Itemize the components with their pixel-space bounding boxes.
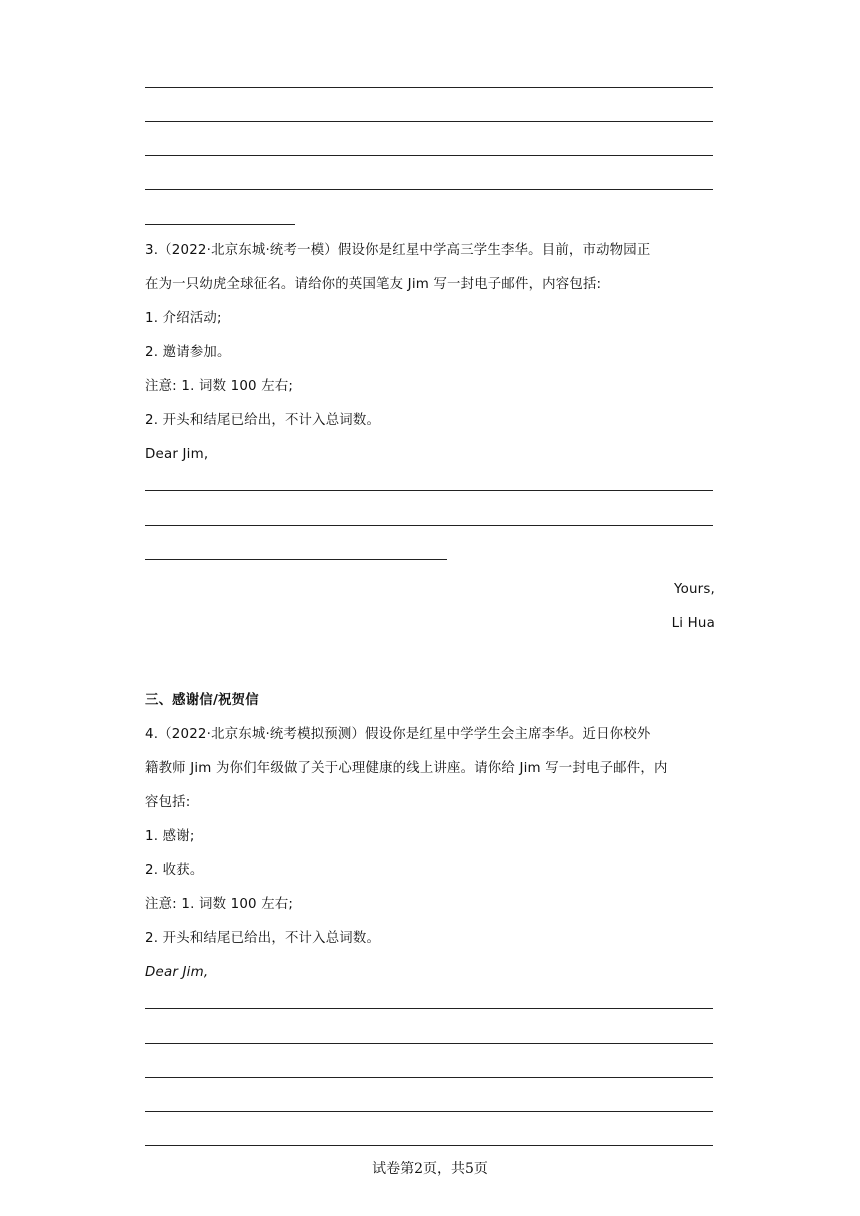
q3-prompt-line1: 3.（2022·北京东城·统考一模）假设你是红星中学高三学生李华。目前，市动物园正 bbox=[145, 243, 651, 258]
answer-line bbox=[145, 189, 713, 190]
q4-item-2: 2. 收获。 bbox=[145, 863, 204, 878]
answer-line bbox=[145, 1111, 713, 1112]
answer-line bbox=[145, 155, 713, 156]
answer-line bbox=[145, 1008, 713, 1009]
q3-signature: Li Hua bbox=[671, 616, 715, 631]
q3-item-2: 2. 邀请参加。 bbox=[145, 345, 231, 360]
q4-note-1: 注意: 1. 词数 100 左右; bbox=[145, 897, 294, 912]
q3-note-2: 2. 开头和结尾已给出，不计入总词数。 bbox=[145, 413, 381, 428]
q3-prompt-line2: 在为一只幼虎全球征名。请给你的英国笔友 Jim 写一封电子邮件，内容包括: bbox=[145, 277, 602, 292]
answer-line-short bbox=[145, 224, 295, 225]
answer-line bbox=[145, 1077, 713, 1078]
answer-line bbox=[145, 87, 713, 88]
q3-greeting: Dear Jim, bbox=[145, 447, 209, 462]
answer-line bbox=[145, 1145, 713, 1146]
q3-note-1: 注意: 1. 词数 100 左右; bbox=[145, 379, 294, 394]
page-footer: 试卷第2页，共5页 bbox=[372, 1161, 488, 1177]
q3-closing: Yours, bbox=[673, 582, 715, 597]
q4-prompt-line2: 籍教师 Jim 为你们年级做了关于心理健康的线上讲座。请你给 Jim 写一封电子邮件，内 bbox=[145, 761, 668, 776]
answer-line-short bbox=[145, 559, 447, 560]
section-heading: 三、感谢信/祝贺信 bbox=[145, 693, 259, 708]
q3-item-1: 1. 介绍活动; bbox=[145, 311, 222, 326]
page-content bbox=[145, 0, 715, 1216]
answer-line bbox=[145, 490, 713, 491]
answer-line bbox=[145, 1043, 713, 1044]
q4-item-1: 1. 感谢; bbox=[145, 829, 195, 844]
q4-prompt-line3: 容包括: bbox=[145, 795, 191, 810]
q4-prompt-line1: 4.（2022·北京东城·统考模拟预测）假设你是红星中学学生会主席李华。近日你校外 bbox=[145, 727, 651, 742]
answer-line bbox=[145, 121, 713, 122]
q4-note-2: 2. 开头和结尾已给出，不计入总词数。 bbox=[145, 931, 381, 946]
q4-greeting: Dear Jim, bbox=[145, 965, 209, 980]
answer-line bbox=[145, 525, 713, 526]
